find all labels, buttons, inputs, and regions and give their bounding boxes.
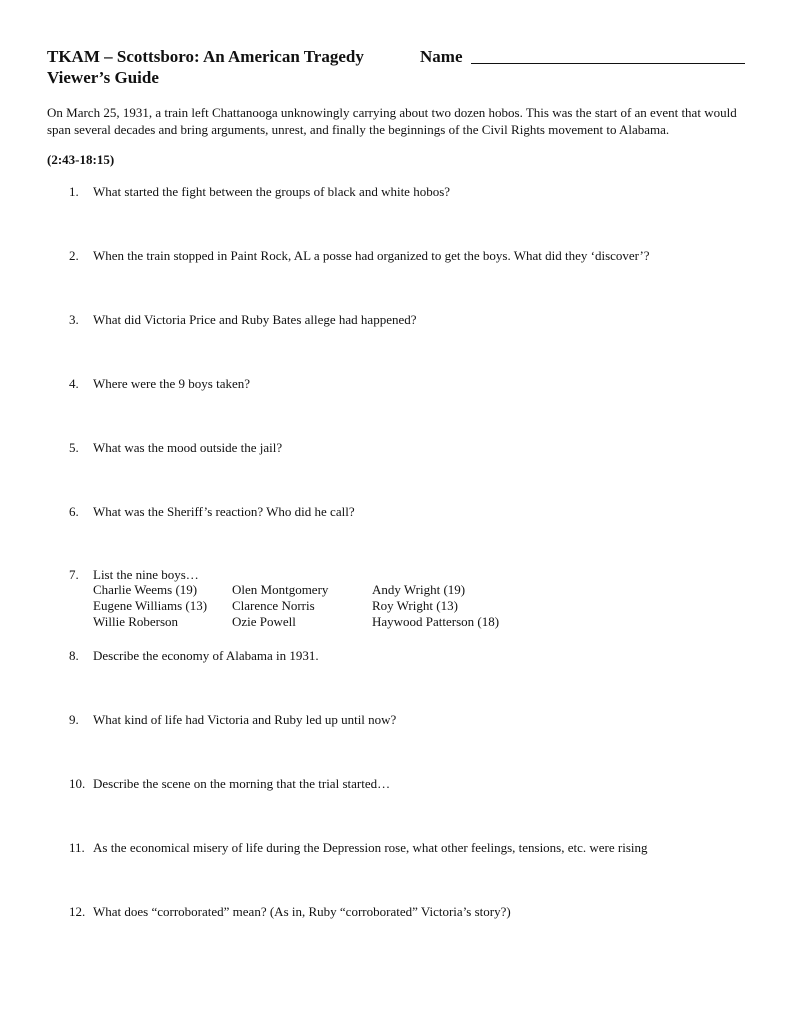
- question-text: Describe the scene on the morning that the trial started…: [93, 776, 391, 791]
- intro-paragraph: On March 25, 1931, a train left Chattanooga unknowingly carrying about two dozen hobos. This was the start of an event that would span several decades and bring arguments, unrest, and finally the beginnings of the Civil Rights movement to Alabama.: [47, 105, 737, 137]
- question-item: [69, 311, 417, 328]
- question-number: 11.: [69, 840, 85, 855]
- page-subtitle: Viewer’s Guide: [47, 68, 159, 87]
- question-number: 10.: [69, 776, 86, 791]
- boy-name: Andy Wright (19): [372, 582, 466, 597]
- boy-name: Charlie Weems (19): [93, 582, 198, 597]
- question-text: What did Victoria Price and Ruby Bates allege had happened?: [93, 312, 417, 327]
- question-item: [69, 439, 282, 456]
- name-blank-line: [471, 63, 745, 64]
- question-number: 9.: [69, 712, 79, 727]
- question-item: [69, 839, 648, 856]
- question-number: 6.: [69, 504, 79, 519]
- boys-column-2: [232, 582, 328, 630]
- name-label: Name: [420, 47, 463, 66]
- question-text: List the nine boys…: [93, 567, 199, 582]
- question-text: What was the Sheriff’s reaction? Who did he call?: [93, 504, 355, 519]
- question-text: What kind of life had Victoria and Ruby led up until now?: [93, 712, 397, 727]
- timecode: (2:43-18:15): [47, 152, 115, 167]
- boy-name: Olen Montgomery: [232, 582, 329, 597]
- question-text: Where were the 9 boys taken?: [93, 376, 251, 391]
- question-item: [69, 375, 250, 392]
- question-item: [69, 711, 396, 728]
- question-item: [69, 566, 199, 583]
- boy-name: Clarence Norris: [232, 598, 315, 613]
- question-number: 5.: [69, 440, 79, 455]
- question-text: What was the mood outside the jail?: [93, 440, 283, 455]
- question-item: [69, 503, 355, 520]
- question-number: 3.: [69, 312, 79, 327]
- question-text: Describe the economy of Alabama in 1931.: [93, 648, 319, 663]
- question-text: As the economical misery of life during the Depression rose, what other feelings, tensions, etc. were rising: [93, 840, 648, 855]
- question-number: 8.: [69, 648, 79, 663]
- question-number: 12.: [69, 904, 86, 919]
- question-text: What started the fight between the groups of black and white hobos?: [93, 184, 451, 199]
- question-item: [69, 183, 450, 200]
- boys-column-3: [372, 582, 499, 630]
- question-number: 1.: [69, 184, 79, 199]
- question-item: [69, 647, 319, 664]
- boy-name: Roy Wright (13): [372, 598, 458, 613]
- boy-name: Eugene Williams (13): [93, 598, 208, 613]
- question-item: [69, 775, 390, 792]
- question-text: When the train stopped in Paint Rock, AL a posse had organized to get the boys. What did they ‘discover’?: [93, 248, 650, 263]
- question-number: 7.: [69, 567, 79, 582]
- page-title: TKAM – Scottsboro: An American Tragedy: [47, 47, 364, 66]
- boy-name: Ozie Powell: [232, 614, 296, 629]
- boy-name: Haywood Patterson (18): [372, 614, 500, 629]
- question-item: [69, 903, 511, 920]
- question-text: What does “corroborated” mean? (As in, Ruby “corroborated” Victoria’s story?): [93, 904, 511, 919]
- question-item: [69, 247, 650, 264]
- question-number: 2.: [69, 248, 79, 263]
- question-number: 4.: [69, 376, 79, 391]
- boys-column-1: [93, 582, 207, 630]
- boy-name: Willie Roberson: [93, 614, 179, 629]
